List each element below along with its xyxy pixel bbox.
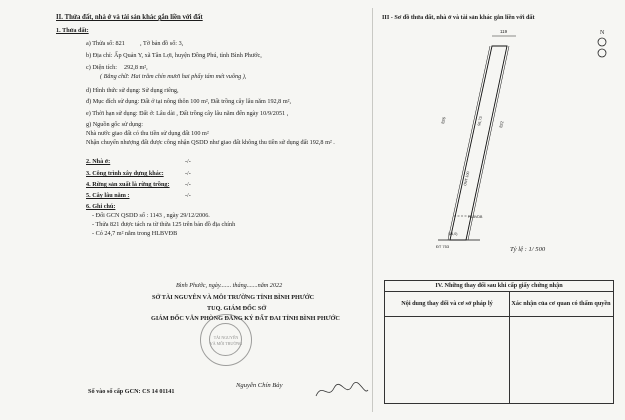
map-label-odt: ONT 100 (463, 171, 471, 187)
signature-mark (312, 378, 372, 404)
usage-purpose: đ) Mục đích sử dụng: Đất ở tại nông thôn 100 m², Đất trồng cây lâu năm 192,8 m², (86, 98, 292, 105)
svg-text:N: N (600, 30, 605, 36)
area-words: ( Bằng chữ: Hai trăm chín mươi hai phẩy tám mét vuông ), (100, 73, 247, 80)
changes-col-content: Nội dung thay đổi và cơ sở pháp lý (401, 300, 493, 307)
origin-line-2: Nhận chuyển nhượng đất được công nhận QSDD như giao đất không thu tiền sử dụng đất 192,8 m² . (86, 139, 335, 146)
forest-label: 4. Rừng sản xuất là rừng trồng: (86, 181, 170, 188)
part1-label: 1. Thửa đất: (56, 27, 89, 34)
map-label-bottom: (14,0) (448, 232, 458, 236)
other-works-value: -/- (185, 170, 191, 177)
other-works-label: 3. Công trình xây dựng khác: (86, 170, 164, 177)
house-value: -/- (185, 158, 191, 165)
signer-name: Nguyễn Chín Bảy (236, 382, 283, 389)
address: b) Địa chỉ: Ấp Quản Y, xã Tân Lợi, huyện Đồng Phú, tỉnh Bình Phước, (86, 52, 262, 59)
usage-origin: g) Nguồn gốc sử dụng: (86, 121, 143, 128)
map-label-left: 826 (440, 116, 447, 125)
section-iii-title: III - Sơ đồ thửa đất, nhà ở và tài sản khác gắn liền với đất (382, 14, 535, 21)
map-scale: Tỷ lệ : 1/ 500 (510, 246, 546, 253)
area-label: c) Diện tích: (86, 64, 117, 71)
forest-value: -/- (185, 181, 191, 188)
map-label-length: 96,73 (477, 116, 484, 127)
perennial-label: 5. Cây lâu năm : (86, 192, 130, 199)
map-label-road: ĐT 753 (436, 244, 450, 249)
perennial-value: -/- (185, 192, 191, 199)
director-title: GIÁM ĐỐC VĂN PHÒNG ĐĂNG KÝ ĐẤT ĐAI TỈNH BÌNH PHƯỚC (151, 315, 340, 322)
map-label-top: 119 (500, 29, 508, 34)
house-label: 2. Nhà ở: (86, 158, 111, 165)
area-value: 292,8 m², (124, 64, 148, 71)
note-2: - Thửa 821 được tách ra từ thửa 125 trên bản đồ địa chính (92, 221, 236, 228)
place-date: Bình Phước, ngày....... tháng.......năm 2022 (176, 282, 283, 289)
notes-label: 6. Ghi chú: (86, 203, 116, 210)
changes-table-title: IV. Những thay đổi sau khi cấp giấy chứng nhận (385, 281, 613, 292)
tuq-title: TUQ. GIÁM ĐỐC SỞ (207, 305, 267, 312)
usage-form: d) Hình thức sử dụng: Sử dụng riêng, (86, 87, 179, 94)
parcel-map (388, 26, 618, 262)
north-arrow-icon (598, 30, 606, 57)
note-3: - Có 24,7 m² nằm trong HLBVĐB (92, 230, 178, 237)
parcel-number: a) Thửa số: 821 (86, 40, 125, 47)
changes-col-confirm: Xác nhận của cơ quan có thẩm quyền (511, 300, 611, 307)
issuing-org: SỞ TÀI NGUYÊN VÀ MÔI TRƯỜNG TỈNH BÌNH PHƯỚC (152, 294, 315, 301)
origin-line-1: Nhà nước giao đất có thu tiền sử dụng đất 100 m² (86, 130, 209, 137)
map-label-right: 822 (498, 120, 505, 129)
map-sheet: , Tờ bản đồ số: 3, (140, 40, 184, 47)
usage-term: e) Thời hạn sử dụng: Đất ở: Lâu dài , Đất trồng cây lâu năm đến ngày 10/9/2051 , (86, 110, 289, 117)
column-divider (372, 8, 373, 412)
changes-table (384, 280, 614, 404)
register-number: Số vào sổ cấp GCN: CS 14 01141 (88, 388, 175, 395)
note-1: - Đổi GCN QSDD số : 1143 , ngày 29/12/2006. (92, 212, 210, 219)
official-stamp: TÀI NGUYÊN VÀ MÔI TRƯỜNG (200, 314, 252, 366)
map-label-hlbvdb: HLBVDB (468, 215, 483, 219)
section-ii-title: II. Thửa đất, nhà ở và tài sản khác gắn liền với đất (56, 14, 203, 21)
